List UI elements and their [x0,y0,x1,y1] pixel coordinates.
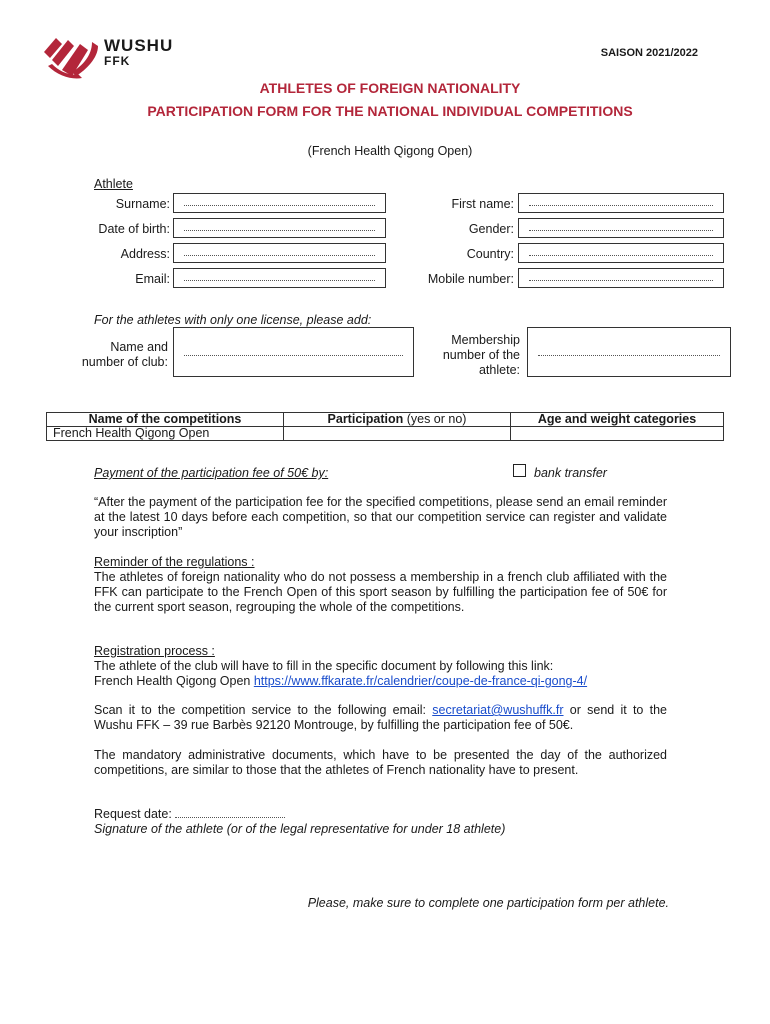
bank-transfer-label: bank transfer [534,466,607,480]
competitions-table [46,412,724,441]
dob-field[interactable] [173,218,386,238]
closing-note: Please, make sure to complete one participation form per athlete. [307,896,669,910]
col-categories-header: Age and weight categories [511,413,724,427]
documents-paragraph: The mandatory administrative documents, which have to be presented the day of the authorized competitions, are similar to those that the athletes of French nationality have to present. [94,748,667,777]
surname-label: Surname: [115,197,170,211]
table-row [47,427,724,441]
regulations-body: The athletes of foreign nationality who do not possess a membership in a french club affiliated with the FFK can participate to the French Open of this sport season by fulfilling the participation fee of 50€ for the current sport season, regrouping the whole of the competitions. [94,570,667,614]
address-label: Address: [120,247,170,261]
club-field[interactable] [173,327,414,377]
reminder-quote: “After the payment of the participation fee for the specified competitions, please send an email reminder at the latest 10 days before each competition, so that our competition service can register and validate your inscription” [94,495,667,539]
first-name-label: First name: [451,197,514,211]
regulations-title: Reminder of the regulations : [94,555,255,569]
gender-field[interactable] [518,218,724,238]
country-label: Country: [466,247,514,261]
membership-label: Membership number of the athlete: [442,333,520,377]
athlete-section-label: Athlete [94,177,133,191]
participation-cell[interactable] [284,427,511,441]
col-competitions-header: Name of the competitions [47,413,284,427]
form-subtitle: (French Health Qigong Open) [307,144,473,158]
request-date-line: Request date: [94,807,667,822]
gender-label: Gender: [468,222,514,236]
registration-link-line: French Health Qigong Open https://www.ffkarate.fr/calendrier/coupe-de-france-qi-gong-4/ [94,674,588,688]
first-name-field[interactable] [518,193,724,213]
form-title-line2: PARTICIPATION FORM FOR THE NATIONAL INDIVIDUAL COMPETITIONS [147,103,633,119]
competition-name-cell: French Health Qigong Open [47,427,284,441]
secretariat-email-link[interactable]: secretariat@wushuffk.fr [432,703,564,717]
surname-field[interactable] [173,193,386,213]
bank-transfer-checkbox[interactable] [513,464,526,477]
address-field[interactable] [173,243,386,263]
email-field[interactable] [173,268,386,288]
request-date-field[interactable] [175,817,285,818]
logo-wordmark: WUSHU [104,36,174,55]
form-title-line1: ATHLETES OF FOREIGN NATIONALITY [259,80,521,96]
scan-paragraph: Scan it to the competition service to the following email: secretariat@wushuffk.fr or send it to the Wushu FFK – 39 rue Barbès 92120 Montrouge, by fulfilling the participation fee of 50€. [94,703,667,732]
categories-cell[interactable] [511,427,724,441]
license-note: For the athletes with only one license, please add: [94,313,372,327]
registration-title: Registration process : [94,644,215,658]
country-field[interactable] [518,243,724,263]
membership-field[interactable] [527,327,731,377]
registration-body: The athlete of the club will have to fill in the specific document by following this link: [94,659,554,673]
logo-subword: FFK [104,54,131,68]
mobile-field[interactable] [518,268,724,288]
club-label: Name and number of club: [81,340,168,369]
signature-line: Signature of the athlete (or of the legal representative for under 18 athlete) [94,822,506,836]
mobile-label: Mobile number: [427,272,514,286]
season-label: SAISON 2021/2022 [600,47,698,59]
registration-link[interactable]: https://www.ffkarate.fr/calendrier/coupe-de-france-qi-gong-4/ [253,674,588,688]
dob-label: Date of birth: [98,222,170,236]
email-label: Email: [135,272,170,286]
table-header-row [47,413,724,427]
payment-label: Payment of the participation fee of 50€ by: [94,466,329,480]
col-participation-header: Participation (yes or no) [284,413,511,427]
